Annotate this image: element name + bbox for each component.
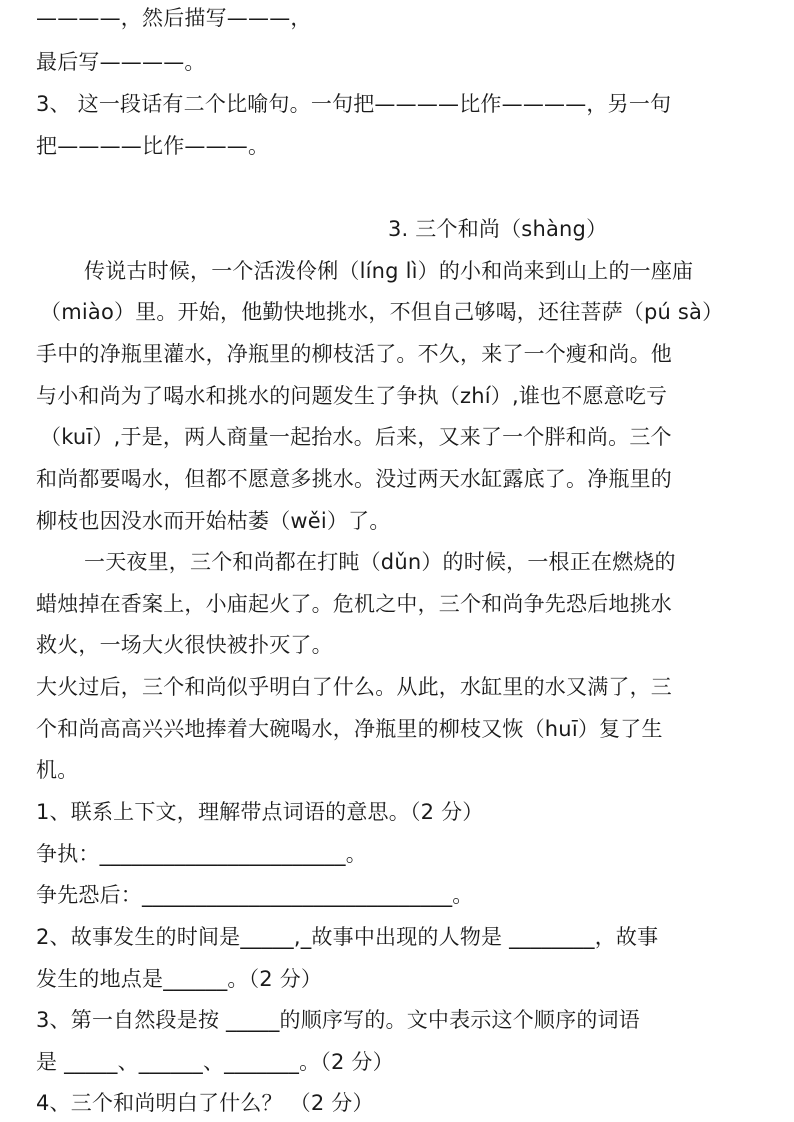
question-2-line-1: 2、故事发生的时间是_____,_故事中出现的人物是 ________，故事 [36, 925, 659, 949]
carryover-line-1: ————，然后描写———， [36, 6, 312, 30]
story-line: 柳枝也因没水而开始枯萎（wěi）了。 [36, 509, 391, 533]
story-line: （miào）里。开始，他勤快地挑水，不但自己够喝，还往菩萨（pú sà） [40, 300, 724, 324]
story-line: 传说古时候，一个活泼伶俐（líng lì）的小和尚来到山上的一座庙 [84, 259, 694, 283]
prev-question-3-line-1: 3、 这一段话有二个比喻句。一句把————比作————，另一句 [36, 92, 672, 116]
story-line: 一天夜里，三个和尚都在打盹（dǔn）的时候，一根正在燃烧的 [84, 550, 676, 574]
story-line: 机。 [36, 758, 79, 782]
story-line: 救火，一场大火很快被扑灭了。 [36, 633, 333, 657]
story-line: 蜡烛掉在香案上，小庙起火了。危机之中，三个和尚争先恐后地挑水 [36, 592, 672, 616]
story-line: 和尚都要喝水，但都不愿意多挑水。没过两天水缸露底了。净瓶里的 [36, 467, 672, 491]
question-1-answer-zhengxian: 争先恐后：_____________________________。 [36, 883, 474, 907]
story-line: 个和尚高高兴兴地捧着大碗喝水，净瓶里的柳枝又恢（huī）复了生 [36, 717, 663, 741]
question-3-line-1: 3、第一自然段是按 _____的顺序写的。文中表示这个顺序的词语 [36, 1008, 640, 1032]
question-1-answer-zhengzhi: 争执：_______________________。 [36, 842, 367, 866]
carryover-line-2: 最后写————。 [36, 50, 206, 74]
question-4: 4、三个和尚明白了什么？ （2 分） [36, 1091, 374, 1115]
prev-question-3-line-2: 把————比作———。 [36, 134, 270, 158]
question-1: 1、联系上下文，理解带点词语的意思。（2 分） [36, 800, 484, 824]
story-title: 3. 三个和尚（shàng） [388, 217, 608, 241]
story-line: 大火过后，三个和尚似乎明白了什么。从此，水缸里的水又满了，三 [36, 675, 672, 699]
question-2-line-2: 发生的地点是______。（2 分） [36, 967, 323, 991]
question-3-line-2: 是 _____、______、_______。（2 分） [36, 1050, 394, 1074]
story-line: 与小和尚为了喝水和挑水的问题发生了争执（zhí）,谁也不愿意吃亏 [36, 384, 668, 408]
story-line: 手中的净瓶里灌水，净瓶里的柳枝活了。不久，来了一个瘦和尚。他 [36, 342, 672, 366]
story-line: （kuī）,于是，两人商量一起抬水。后来，又来了一个胖和尚。三个 [40, 425, 672, 449]
